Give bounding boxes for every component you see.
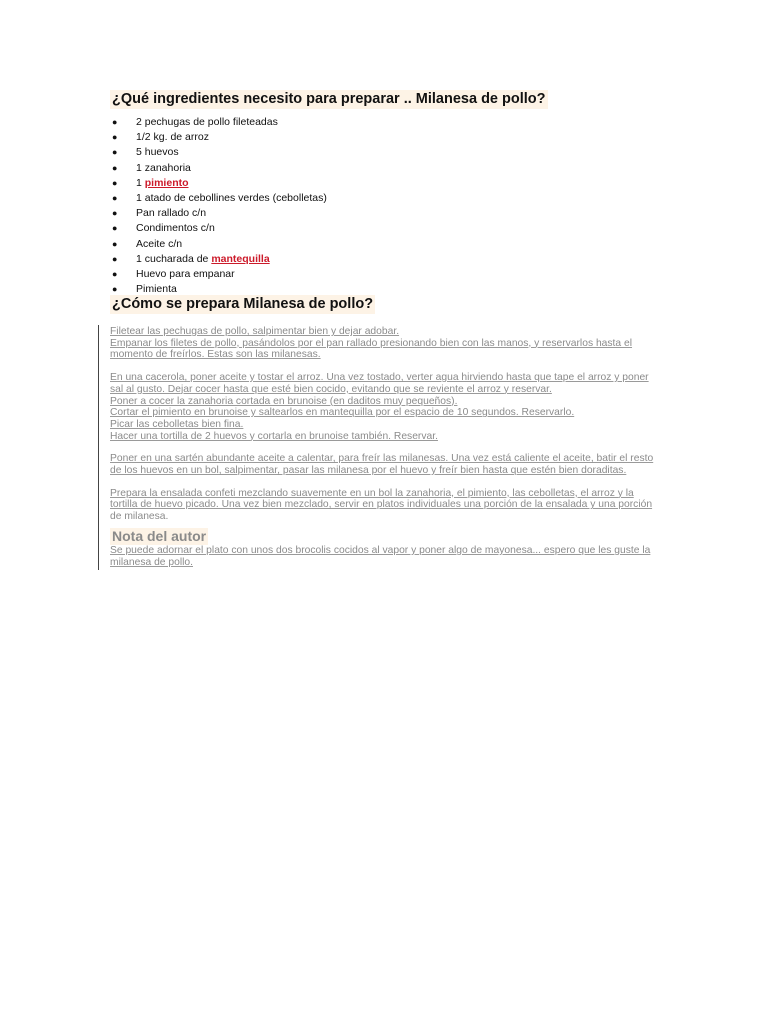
note-line: milanesa de pollo.	[110, 556, 193, 568]
ingredient-item: ● 1 zanahoria	[112, 161, 191, 174]
preparation-heading: ¿Cómo se prepara Milanesa de pollo?	[112, 296, 374, 312]
step-line: Empanar los filetes de pollo, pasándolos por el pan rallado presionando bien con las manos, y reservarlos hasta el	[110, 337, 633, 349]
preparation-steps	[110, 326, 670, 534]
ingredient-item: ● 5 huevos	[112, 146, 179, 159]
step-line: de los huevos en un bol, salpimentar, pasar las milanesa por el huevo y freír bien hasta que estén bien doraditas.	[110, 465, 627, 477]
bullet-icon: ●	[112, 117, 118, 127]
step-paragraph	[110, 488, 670, 523]
step-line: En una cacerola, poner aceite y tostar el arroz. Una vez tostado, verter agua hirviendo hasta que tape el arroz y poner	[110, 372, 649, 384]
bullet-icon: ●	[112, 208, 118, 219]
ingredients-heading: ¿Qué ingredientes necesito para preparar .. Milanesa de pollo?	[112, 91, 546, 107]
bullet-icon: ●	[112, 284, 118, 295]
ingredient-item: ● Aceite c/n	[112, 237, 183, 250]
quote-border	[98, 325, 99, 570]
bullet-icon: ●	[112, 192, 118, 203]
step-line: tortilla de huevo picado. Una vez bien mezclado, servir en platos individuales una porción de la ensalada y una porción	[110, 499, 653, 511]
step-line: Picar las cebolletas bien fina.	[110, 418, 244, 430]
ingredient-item: ● 1 pimiento	[112, 176, 189, 189]
ingredient-item: ● 1/2 kg. de arroz	[112, 131, 209, 144]
note-line: Se puede adornar el plato con unos dos brocolis cocidos al vapor y poner algo de mayonesa... espero que les guste la	[110, 545, 651, 556]
step-paragraph	[110, 372, 670, 442]
step-line: Poner en una sartén abundante aceite a calentar, para freír las milanesas. Una vez está caliente el aceite, batir el resto	[110, 453, 654, 465]
bullet-icon: ●	[112, 147, 118, 158]
step-line: Poner a cocer la zanahoria cortada en brunoise (en daditos muy pequeños).	[110, 395, 458, 407]
author-note-heading: Nota del autor	[112, 528, 207, 544]
ingredients-list	[110, 115, 327, 297]
bullet-icon: ●	[112, 253, 118, 264]
step-line: Filetear las pechugas de pollo, salpimentar bien y dejar adobar.	[110, 326, 400, 337]
ingredient-item: ● Pan rallado c/n	[112, 207, 207, 220]
step-line: de milanesa.	[110, 511, 169, 523]
step-line: Prepara la ensalada confeti mezclando suavemente en un bol la zanahoria, el pimiento, las cebolletas, el arroz y la	[110, 487, 634, 499]
bullet-icon: ●	[112, 238, 118, 249]
bullet-icon: ●	[112, 177, 118, 188]
ingredient-link-mantequilla[interactable]: mantequilla	[211, 252, 270, 265]
ingredient-item: ● 1 cucharada de mantequilla	[112, 252, 270, 265]
ingredient-item: ● Condimentos c/n	[112, 222, 215, 235]
ingredient-item: ● 1 atado de cebollines verdes (cebolletas)	[112, 191, 327, 204]
step-paragraph	[110, 453, 670, 476]
step-line: Cortar el pimiento en brunoise y saltearlos en mantequilla por el espacio de 10 segundos. Reservarlo.	[110, 407, 575, 419]
ingredient-item: ● Huevo para empanar	[112, 267, 235, 280]
author-note-text	[110, 545, 670, 568]
step-paragraph	[110, 326, 670, 361]
ingredient-link-pimiento[interactable]: pimiento	[144, 176, 189, 189]
bullet-icon: ●	[112, 162, 118, 173]
ingredient-item: ● Pimienta	[112, 283, 177, 296]
step-line: sal al gusto. Dejar cocer hasta que esté bien cocido, evitando que se reviente el arroz y reservar.	[110, 383, 552, 395]
bullet-icon: ●	[112, 132, 118, 143]
step-line: momento de freírlos. Estas son las milanesas.	[110, 349, 321, 361]
step-line: Hacer una tortilla de 2 huevos y cortarla en brunoise también. Reservar.	[110, 430, 438, 442]
bullet-icon: ●	[112, 223, 118, 234]
bullet-icon: ●	[112, 268, 118, 279]
ingredient-item: ● 2 pechugas de pollo fileteadas	[112, 116, 278, 128]
